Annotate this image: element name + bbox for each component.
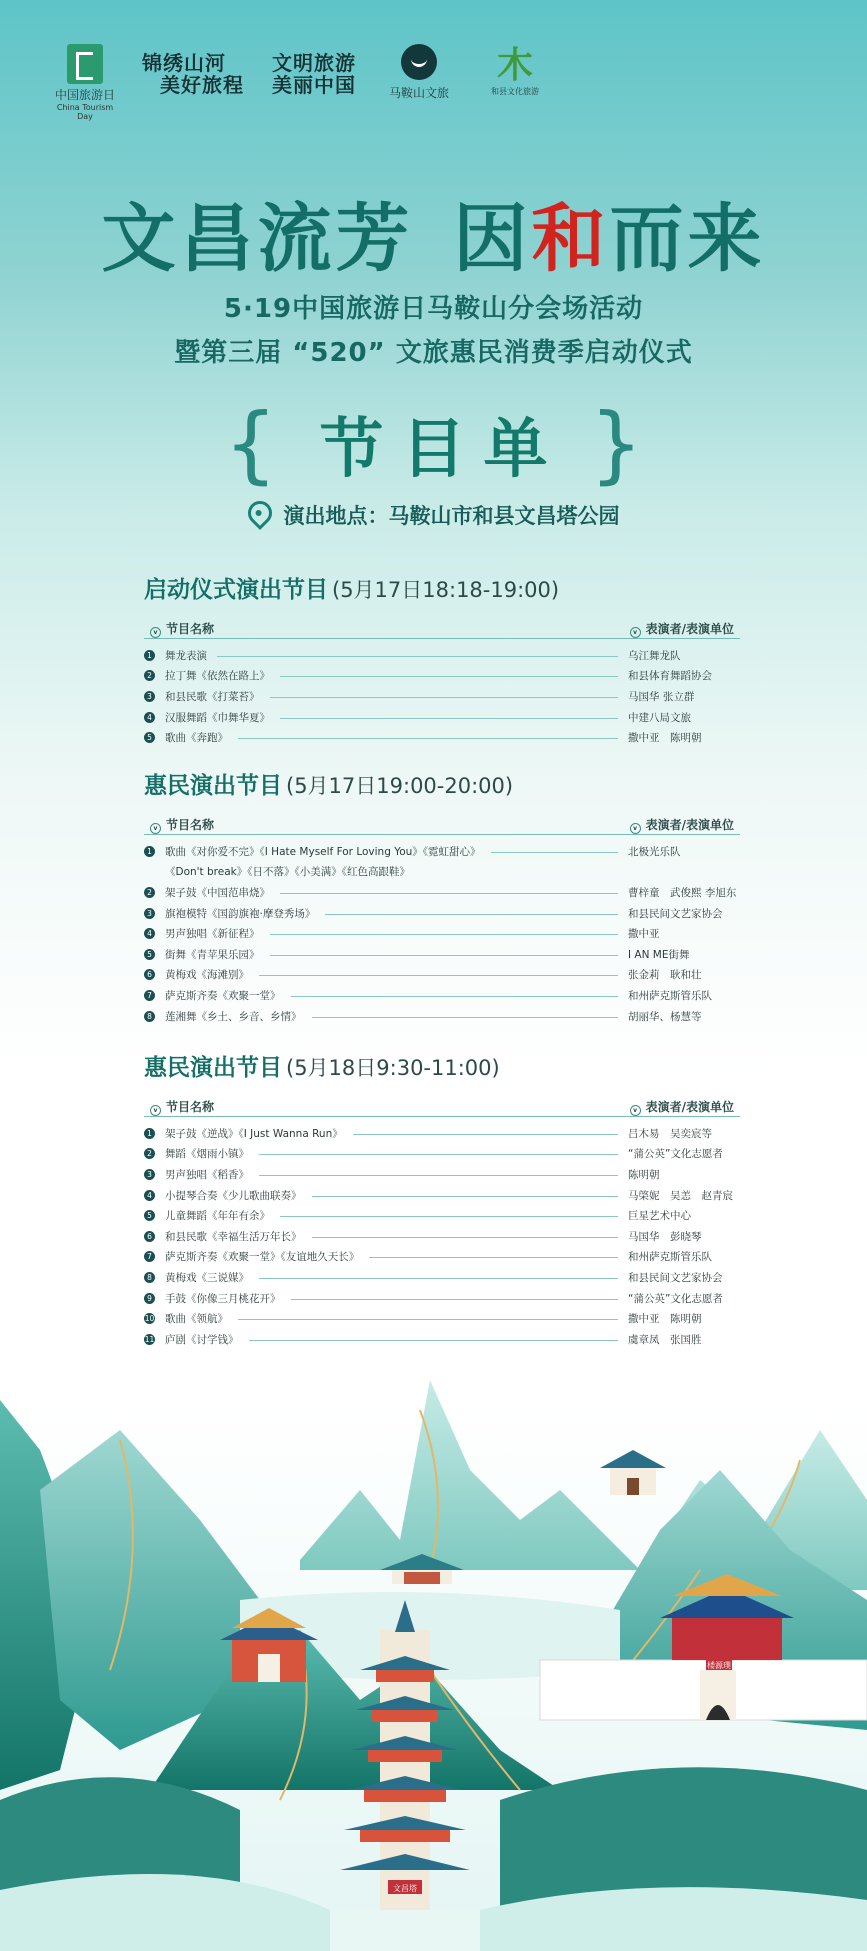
program-item <box>144 882 740 903</box>
item-name: 黄梅戏《三说媒》 <box>165 1271 249 1284</box>
item-number-badge: 11 <box>144 1334 155 1344</box>
program-item <box>144 686 740 707</box>
hexian-mark-icon: ⽊ <box>496 44 533 86</box>
tourism-day-cn: 中国旅游日 <box>54 88 115 102</box>
item-name: 《Don't break》《日不落》《小美满》《红色高跟鞋》 <box>165 866 410 879</box>
program-list <box>144 645 740 748</box>
item-performer: 北极光乐队 <box>628 845 681 858</box>
program-item <box>144 645 740 666</box>
item-name: 萨克斯齐奏《欢聚一堂》 <box>165 989 281 1002</box>
section-title <box>144 572 740 608</box>
item-performer: “蒲公英”文化志愿者 <box>628 1148 723 1161</box>
item-number-badge: 2 <box>144 887 155 898</box>
item-name: 汉服舞蹈《巾舞华夏》 <box>165 711 270 724</box>
item-name: 架子鼓《逆战》《I Just Wanna Run》 <box>165 1127 343 1140</box>
program-list-title <box>0 395 867 493</box>
item-number-badge: 5 <box>144 732 155 743</box>
tourism-day-mark-icon <box>67 44 103 84</box>
program-item <box>144 903 740 924</box>
program-item <box>144 965 740 986</box>
section-time: (5月18日9:30-11:00) <box>286 1056 500 1080</box>
program-item <box>144 1006 740 1027</box>
item-number-badge: 5 <box>144 1210 155 1221</box>
item-number-badge: 5 <box>144 949 155 960</box>
program-item <box>144 1164 740 1185</box>
leader-line <box>238 1319 618 1320</box>
program-item <box>144 727 740 748</box>
item-name: 舞龙表演 <box>165 649 207 662</box>
leader-line <box>312 1017 619 1018</box>
item-name: 歌曲《领航》 <box>165 1313 228 1326</box>
item-name: 和县民歌《幸福生活万年长》 <box>165 1230 302 1243</box>
leader-line <box>259 1154 618 1155</box>
program-item <box>144 1308 740 1329</box>
leader-line <box>312 1237 619 1238</box>
item-performer: 马国华 彭晓琴 <box>628 1230 702 1243</box>
right-brace: } <box>589 395 643 493</box>
tourism-day-en: China Tourism Day <box>56 103 114 121</box>
program-list-text: 节目单 <box>319 413 566 487</box>
column-performer: v 表演者/表演单位 <box>630 620 734 638</box>
leader-line <box>259 975 618 976</box>
item-number-badge: 4 <box>144 1190 155 1201</box>
item-number-badge: 3 <box>144 1169 155 1180</box>
item-performer: 马国华 张立群 <box>628 690 695 703</box>
slogan-logo-1: 锦绣山河 美好旅程 <box>142 51 244 97</box>
program-item <box>144 1205 740 1226</box>
leader-line <box>291 996 619 997</box>
leader-line <box>325 914 618 915</box>
item-performer: 虞章凤 张国胜 <box>628 1333 702 1346</box>
logo-bar <box>50 44 550 121</box>
program-item <box>144 1267 740 1288</box>
item-performer: 撒中亚 陈明朝 <box>628 732 702 745</box>
section-title <box>144 768 740 804</box>
item-name: 庐剧《讨学钱》 <box>165 1333 239 1346</box>
china-tourism-day-logo <box>50 44 120 121</box>
leader-line <box>369 1257 618 1258</box>
column-performer: v 表演者/表演单位 <box>630 1098 734 1116</box>
leader-line <box>217 656 618 657</box>
program-item <box>144 985 740 1006</box>
gate-sign: 楼源璞 <box>707 1661 731 1670</box>
item-number-badge: 4 <box>144 928 155 939</box>
item-performer: 和州萨克斯管乐队 <box>628 1251 712 1264</box>
section-time: (5月17日18:18-19:00) <box>332 578 560 602</box>
program-item <box>144 1288 740 1309</box>
item-name: 莲湘舞《乡土、乡音、乡情》 <box>165 1010 302 1023</box>
item-performer: 和县民间文艺家协会 <box>628 1271 723 1284</box>
section-title <box>144 1050 740 1086</box>
program-item <box>144 862 740 883</box>
section-public-show-day1 <box>144 768 740 1026</box>
column-header <box>144 1096 740 1117</box>
leader-line <box>280 1216 618 1217</box>
leader-line <box>270 955 619 956</box>
item-number-badge: 1 <box>144 846 155 857</box>
leader-line <box>270 934 619 935</box>
section-time: (5月17日19:00-20:00) <box>286 774 514 798</box>
item-performer: 吕木易 吴奕宸等 <box>628 1127 712 1140</box>
slogan-logo-2: 文明旅游 美丽中国 <box>272 51 356 97</box>
item-performer: 撒中亚 <box>628 928 660 941</box>
leader-line <box>259 1175 618 1176</box>
item-name: 男声独唱《新征程》 <box>165 928 260 941</box>
column-performer: v 表演者/表演单位 <box>630 816 734 834</box>
item-performer: 和县体育舞蹈协会 <box>628 670 712 683</box>
leader-line <box>259 1278 618 1279</box>
location-pin-icon <box>243 496 277 530</box>
program-item <box>144 707 740 728</box>
program-item <box>144 1123 740 1144</box>
section-opening-ceremony <box>144 572 740 748</box>
program-item <box>144 1329 740 1350</box>
item-number-badge: 3 <box>144 908 155 919</box>
item-performer: 和州萨克斯管乐队 <box>628 989 712 1002</box>
maanshan-mark-icon <box>401 44 437 80</box>
item-performer: 乌江舞龙队 <box>628 649 681 662</box>
item-performer: 胡丽华、杨慧等 <box>628 1010 702 1023</box>
leader-line <box>312 1196 619 1197</box>
item-name: 黄梅戏《海滩别》 <box>165 969 249 982</box>
item-name: 男声独唱《稻香》 <box>165 1168 249 1181</box>
program-item <box>144 841 740 862</box>
program-item <box>144 1247 740 1268</box>
item-number-badge: 3 <box>144 691 155 702</box>
leader-line <box>280 893 618 894</box>
item-number-badge: 7 <box>144 990 155 1001</box>
item-name: 小提琴合奏《少儿歌曲联奏》 <box>165 1189 302 1202</box>
column-header <box>144 814 740 835</box>
pagoda-sign: 文昌塔 <box>393 1884 417 1893</box>
item-name: 儿童舞蹈《年年有余》 <box>165 1210 270 1223</box>
item-name: 拉丁舞《依然在路上》 <box>165 670 270 683</box>
chevron-down-icon: v <box>150 823 161 834</box>
section-public-show-day2 <box>144 1050 740 1350</box>
maanshan-tourism-logo: 马鞍山文旅 <box>384 44 454 101</box>
chevron-down-icon: v <box>630 1105 641 1116</box>
item-number-badge: 6 <box>144 1231 155 1242</box>
program-item <box>144 1144 740 1165</box>
item-name: 歌曲《对你爱不完》《I Hate Myself For Loving You》《霓虹甜心》 <box>165 845 481 858</box>
item-name: 舞蹈《烟雨小镇》 <box>165 1148 249 1161</box>
chevron-down-icon: v <box>150 1105 161 1116</box>
item-number-badge: 2 <box>144 670 155 681</box>
section-title-text: 惠民演出节目 <box>144 1055 282 1081</box>
item-number-badge: 7 <box>144 1251 155 1262</box>
leader-line <box>270 697 619 698</box>
leader-line <box>291 1299 619 1300</box>
item-number-badge: 4 <box>144 712 155 723</box>
leader-line <box>249 1340 619 1341</box>
item-performer: 曹梓童 武俊熙 李旭东 <box>628 886 737 899</box>
item-performer: 撒中亚 陈明朝 <box>628 1313 702 1326</box>
program-item <box>144 666 740 687</box>
column-name: v 节目名称 <box>150 1098 214 1116</box>
chevron-down-icon: v <box>630 823 641 834</box>
main-title: 文昌流芳 因和而来 <box>101 196 766 282</box>
column-name: v 节目名称 <box>150 816 214 834</box>
venue: 演出地点：马鞍山市和县文昌塔公园 <box>0 500 867 530</box>
leader-line <box>353 1134 618 1135</box>
item-number-badge: 6 <box>144 969 155 980</box>
item-number-badge: 2 <box>144 1148 155 1159</box>
section-title-text: 启动仪式演出节目 <box>144 577 328 603</box>
item-name: 萨克斯齐奏《欢聚一堂》《友谊地久天长》 <box>165 1251 360 1264</box>
leader-line <box>238 738 618 739</box>
item-name: 和县民歌《打菜苔》 <box>165 690 260 703</box>
item-performer: “蒲公英”文化志愿者 <box>628 1292 723 1305</box>
subtitle-line-2: 暨第三届 “520” 文旅惠民消费季启动仪式 <box>174 338 693 368</box>
item-performer: 马棨妮 吴恙 赵青宸 <box>628 1189 733 1202</box>
chevron-down-icon: v <box>630 627 641 638</box>
leader-line <box>280 718 618 719</box>
leader-line <box>280 676 618 677</box>
item-number-badge <box>144 866 155 877</box>
item-name: 手鼓《你像三月桃花开》 <box>165 1292 281 1305</box>
program-item <box>144 1185 740 1206</box>
item-name: 歌曲《奔跑》 <box>165 732 228 745</box>
chevron-down-icon: v <box>150 627 161 638</box>
item-number-badge: 8 <box>144 1011 155 1022</box>
program-item <box>144 944 740 965</box>
program-item <box>144 923 740 944</box>
item-name: 街舞《青苹果乐园》 <box>165 948 260 961</box>
program-list <box>144 841 740 1026</box>
item-performer: 张金莉 耿和壮 <box>628 969 702 982</box>
item-name: 旗袍模特《国韵旗袍·摩登秀场》 <box>165 907 316 920</box>
leader-line <box>491 852 618 853</box>
item-name: 架子鼓《中国范串烧》 <box>165 886 270 899</box>
landscape-illustration <box>0 1370 867 1951</box>
program-list <box>144 1123 740 1350</box>
item-performer: I AN ME街舞 <box>628 948 690 961</box>
program-item <box>144 1226 740 1247</box>
item-performer: 中建八局文旅 <box>628 711 691 724</box>
section-title-text: 惠民演出节目 <box>144 773 282 799</box>
item-number-badge: 1 <box>144 1128 155 1139</box>
item-number-badge: 8 <box>144 1272 155 1283</box>
item-number-badge: 9 <box>144 1293 155 1304</box>
column-header <box>144 618 740 639</box>
item-number-badge: 1 <box>144 650 155 661</box>
left-brace: { <box>224 395 278 493</box>
item-performer: 和县民间文艺家协会 <box>628 907 723 920</box>
item-performer: 巨星艺术中心 <box>628 1210 691 1223</box>
item-performer: 陈明朝 <box>628 1168 660 1181</box>
item-number-badge: 10 <box>144 1314 155 1324</box>
hexian-tourism-logo: ⽊ 和县文化旅游 <box>480 44 550 97</box>
column-name: v 节目名称 <box>150 620 214 638</box>
subtitle-line-1: 5·19中国旅游日马鞍山分会场活动 <box>223 294 644 324</box>
